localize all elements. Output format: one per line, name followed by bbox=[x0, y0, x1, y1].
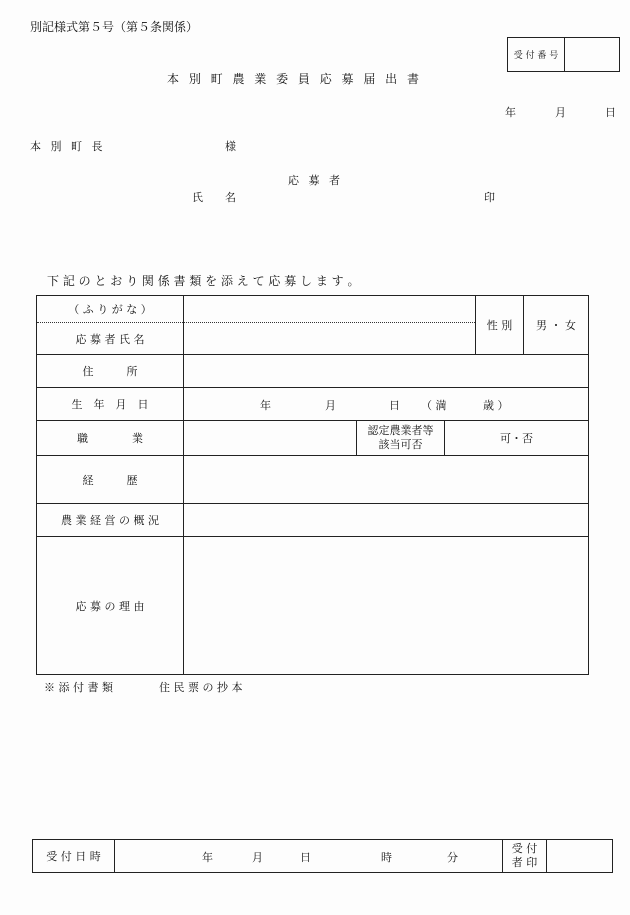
receipt-number-box bbox=[507, 37, 620, 72]
career-label: 経 歴 bbox=[82, 473, 138, 487]
document-title: 本 別 町 農 業 委 員 応 募 届 出 書 bbox=[167, 72, 422, 86]
receipt-number-label: 受 付 番 号 bbox=[513, 51, 559, 61]
date-year: 年 bbox=[505, 106, 516, 119]
receipt-year: 年 bbox=[202, 851, 213, 864]
receipt-datetime-label: 受 付 日 時 bbox=[46, 850, 101, 863]
receipt-minute: 分 bbox=[447, 851, 458, 864]
address-label: 住 所 bbox=[82, 365, 138, 378]
receiver-line1: 受 付 bbox=[511, 842, 538, 855]
receipt-month: 月 bbox=[252, 851, 263, 864]
attachments-heading: ※ 添 付 書 類 bbox=[44, 681, 113, 694]
birthdate-field[interactable] bbox=[184, 388, 588, 420]
receipt-footer bbox=[32, 839, 613, 873]
receiver-seal-label bbox=[503, 840, 546, 872]
birth-year: 年 bbox=[260, 399, 271, 412]
gender-options[interactable]: 男 ・ 女 bbox=[536, 319, 576, 332]
application-table bbox=[36, 295, 589, 675]
reason-label: 応 募 の 理 由 bbox=[75, 599, 145, 613]
career-field[interactable] bbox=[184, 456, 588, 503]
furigana-label: （ ふ り が な ） bbox=[68, 303, 152, 316]
birth-age: （ 満 歳 ） bbox=[421, 399, 509, 412]
honorific: 様 bbox=[225, 140, 236, 153]
date-day: 日 bbox=[605, 106, 616, 119]
intro-text: 下 記 の と お り 関 係 書 類 を 添 え て 応 募 し ま す 。 bbox=[47, 274, 360, 288]
farm-overview-field[interactable] bbox=[184, 504, 588, 536]
furigana-field[interactable] bbox=[184, 296, 475, 322]
birthdate-label: 生 年 月 日 bbox=[71, 398, 149, 411]
applicant-label: 応 募 者 bbox=[288, 174, 343, 187]
receipt-day: 日 bbox=[300, 851, 311, 864]
certified-farmer-label bbox=[357, 421, 444, 455]
receiver-seal-field[interactable] bbox=[547, 840, 612, 872]
addressee: 本 別 町 長 bbox=[30, 140, 106, 153]
gender-label: 性 別 bbox=[486, 319, 513, 332]
address-field[interactable] bbox=[184, 355, 588, 387]
receipt-datetime-field[interactable] bbox=[115, 840, 502, 872]
farm-overview-label: 農 業 経 営 の 概 況 bbox=[61, 514, 159, 527]
certified-options[interactable]: 可・否 bbox=[500, 432, 533, 445]
form-reference: 別記様式第５号（第５条関係） bbox=[30, 20, 199, 34]
occupation-label: 職 業 bbox=[77, 432, 143, 445]
attachment-item: 住 民 票 の 抄 本 bbox=[159, 681, 243, 694]
birth-month: 月 bbox=[325, 399, 336, 412]
receiver-line2: 者 印 bbox=[511, 856, 538, 869]
date-month: 月 bbox=[555, 106, 566, 119]
seal-mark: 印 bbox=[484, 191, 495, 204]
receipt-number-field[interactable] bbox=[565, 38, 620, 71]
applicant-name-field[interactable] bbox=[184, 323, 475, 354]
receipt-hour: 時 bbox=[381, 851, 392, 864]
certified-label-line1: 認定農業者等 bbox=[367, 424, 434, 437]
name-label: 氏 名 bbox=[192, 191, 236, 204]
birth-day: 日 bbox=[389, 399, 400, 412]
applicant-name-label: 応 募 者 氏 名 bbox=[75, 332, 145, 346]
reason-field[interactable] bbox=[184, 537, 588, 674]
certified-label-line2: 該当可否 bbox=[378, 438, 423, 451]
occupation-field[interactable] bbox=[184, 421, 356, 455]
